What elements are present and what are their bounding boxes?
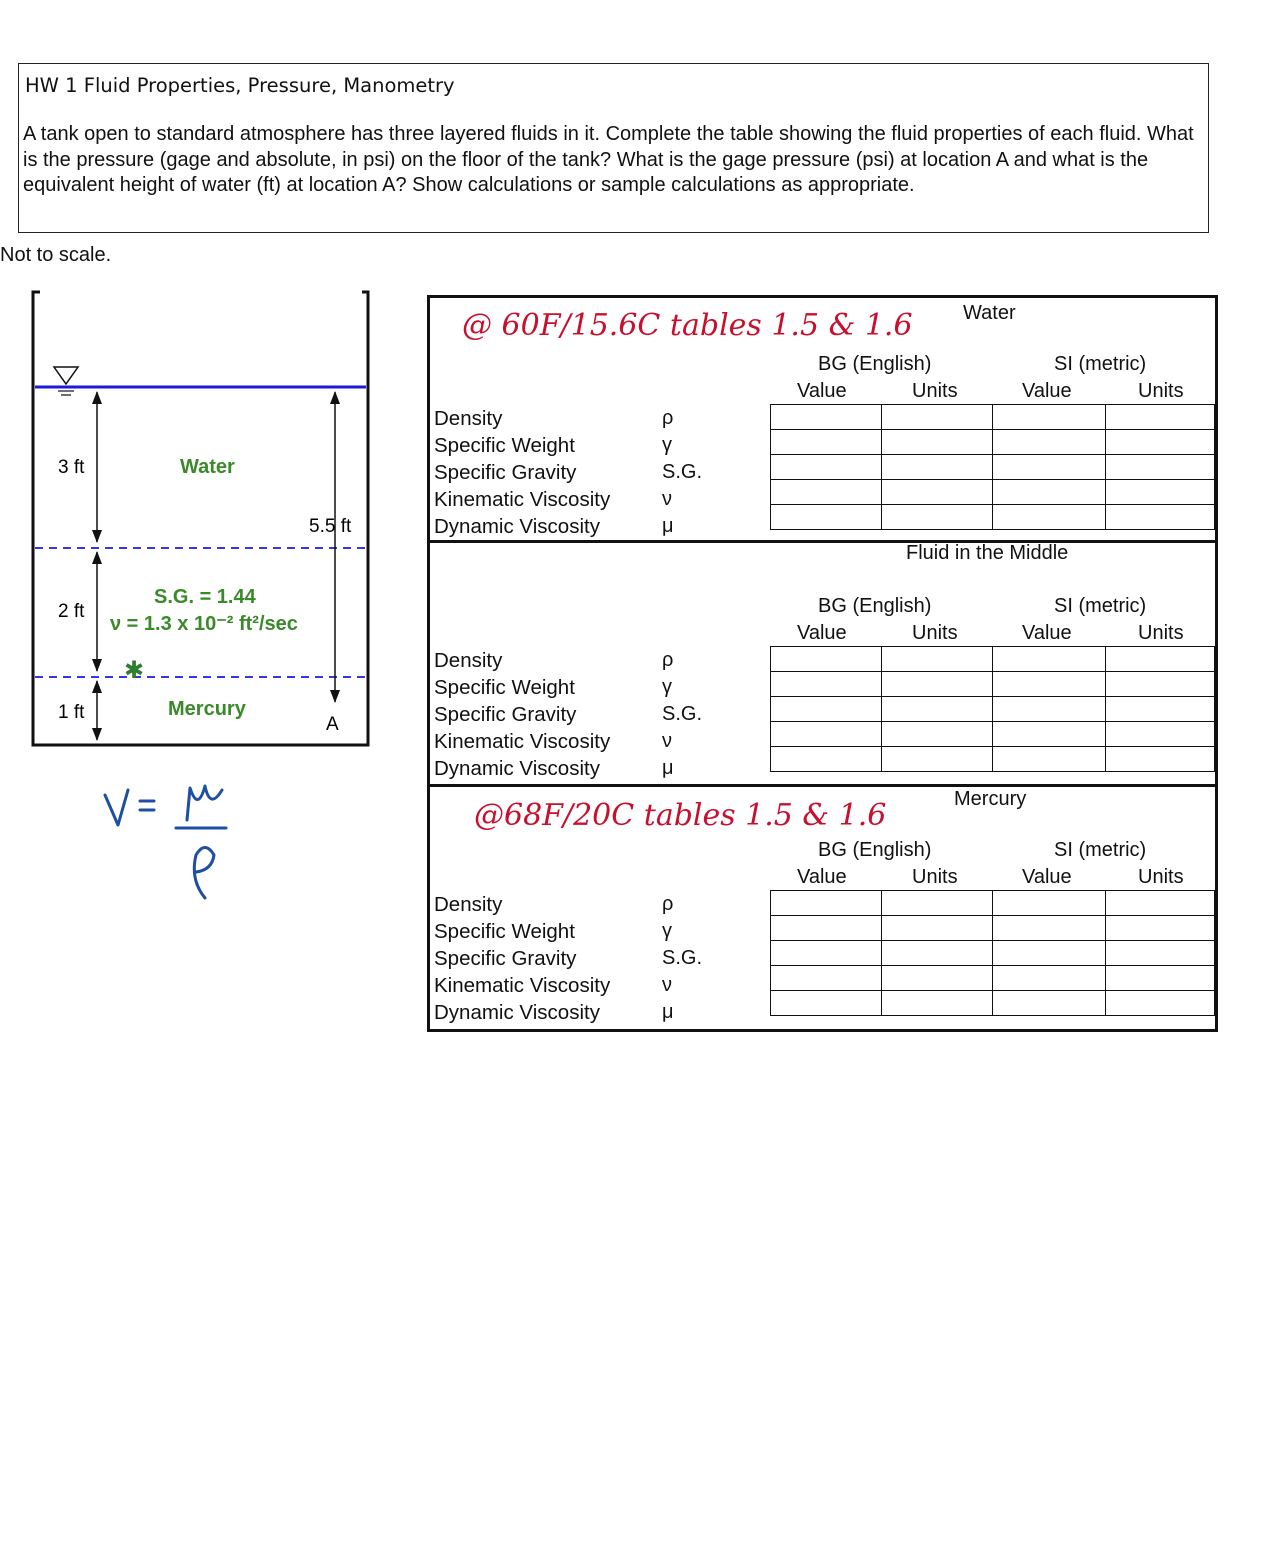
property-symbol: γ [662,434,672,456]
value-cell[interactable] [771,722,882,747]
value-cell[interactable] [771,505,882,530]
table-row [771,480,1215,505]
value-cell[interactable] [771,966,882,991]
column-header-value: Value [1022,866,1072,888]
table-row [771,966,1215,991]
value-cell[interactable] [993,405,1106,430]
section-title: Fluid in the Middle [906,542,1069,564]
section-title: Mercury [954,788,1027,810]
column-header-bg: BG (English) [818,839,932,861]
value-cell[interactable] [1106,430,1215,455]
green-star-mark-icon: ✱ [124,657,145,684]
value-cell[interactable] [993,966,1106,991]
property-symbol: μ [662,515,674,537]
property-symbol: μ [662,757,674,779]
column-header-bg: BG (English) [818,353,932,375]
section-title: Water [963,302,1016,324]
water-layer-label: Water [180,456,235,478]
property-label: Dynamic Viscosity [434,1001,600,1024]
value-cell[interactable] [771,430,882,455]
table-row [771,722,1215,747]
column-header-units: Units [912,380,958,402]
value-cell[interactable] [882,672,993,697]
value-cell[interactable] [882,480,993,505]
value-cell[interactable] [882,505,993,530]
property-label: Density [434,893,503,916]
value-cell[interactable] [1106,991,1215,1016]
middle-sg-label: S.G. = 1.44 [154,586,256,608]
value-cell[interactable] [1106,405,1215,430]
value-cell[interactable] [993,455,1106,480]
property-symbol: ρ [662,893,674,915]
table-section [427,540,1218,787]
table-section [427,784,1218,1032]
value-cell[interactable] [882,941,993,966]
value-cell[interactable] [1106,672,1215,697]
property-symbol: ν [662,488,672,510]
value-cell[interactable] [882,697,993,722]
value-cell[interactable] [882,916,993,941]
water-height-label: 3 ft [58,457,85,478]
handwritten-nu [105,790,128,825]
table-row [771,505,1215,530]
table-row [771,891,1215,916]
column-header-si: SI (metric) [1054,353,1147,375]
value-cell[interactable] [882,891,993,916]
mercury-layer-label: Mercury [168,698,246,720]
value-cell[interactable] [771,697,882,722]
property-label: Density [434,649,503,672]
value-grid [770,404,1215,530]
column-header-si: SI (metric) [1054,595,1147,617]
property-label: Specific Weight [434,676,575,699]
column-header-bg: BG (English) [818,595,932,617]
column-header-value: Value [1022,622,1072,644]
value-cell[interactable] [1106,747,1215,772]
table-row [771,697,1215,722]
value-cell[interactable] [1106,966,1215,991]
value-cell[interactable] [993,916,1106,941]
column-header-si: SI (metric) [1054,839,1147,861]
property-label: Specific Gravity [434,461,577,484]
table-row [771,916,1215,941]
column-header-value: Value [797,380,847,402]
table-row [771,455,1215,480]
value-cell[interactable] [771,891,882,916]
value-cell[interactable] [1106,697,1215,722]
free-surface-symbol-icon [54,367,78,384]
property-symbol: μ [662,1001,674,1023]
problem-box [18,63,1209,233]
property-symbol: ν [662,974,672,996]
handwritten-formula [105,786,226,898]
table-row [771,747,1215,772]
column-header-units: Units [912,866,958,888]
property-label: Specific Weight [434,920,575,943]
value-cell[interactable] [882,747,993,772]
value-cell[interactable] [771,647,882,672]
homework-title: HW 1 Fluid Properties, Pressure, Manometry [25,74,455,97]
value-cell[interactable] [993,747,1106,772]
property-label: Dynamic Viscosity [434,757,600,780]
value-cell[interactable] [993,505,1106,530]
value-cell[interactable] [993,891,1106,916]
value-cell[interactable] [1106,480,1215,505]
handwritten-mu [187,786,222,820]
handwritten-conditions-note: @ 60F/15.6C tables 1.5 & 1.6 [462,308,913,343]
value-cell[interactable] [1106,722,1215,747]
value-cell[interactable] [882,430,993,455]
not-to-scale-note: Not to scale. [0,244,112,266]
column-header-value: Value [797,866,847,888]
value-cell[interactable] [882,647,993,672]
property-label: Kinematic Viscosity [434,730,611,753]
property-symbol: ρ [662,407,674,429]
value-cell[interactable] [1106,941,1215,966]
table-row [771,672,1215,697]
table-row [771,941,1215,966]
property-symbol: γ [662,676,672,698]
property-symbol: S.G. [662,703,703,725]
property-symbol: ν [662,730,672,752]
value-cell[interactable] [993,672,1106,697]
column-header-value: Value [797,622,847,644]
column-header-units: Units [912,622,958,644]
property-label: Density [434,407,503,430]
middle-height-label: 2 ft [58,601,85,622]
value-cell[interactable] [771,916,882,941]
value-cell[interactable] [882,991,993,1016]
property-symbol: γ [662,920,672,942]
property-symbol: S.G. [662,947,703,969]
value-cell[interactable] [882,405,993,430]
column-header-units: Units [1138,622,1184,644]
total-height-label: 5.5 ft [309,516,352,537]
column-header-units: Units [1138,866,1184,888]
column-header-units: Units [1138,380,1184,402]
value-cell[interactable] [993,941,1106,966]
value-cell[interactable] [993,430,1106,455]
value-cell[interactable] [771,480,882,505]
value-cell[interactable] [882,966,993,991]
property-symbol: ρ [662,649,674,671]
value-cell[interactable] [771,405,882,430]
property-label: Dynamic Viscosity [434,515,600,538]
value-cell[interactable] [1106,455,1215,480]
middle-viscosity-label: ν = 1.3 x 10⁻² ft²/sec [110,613,298,635]
value-cell[interactable] [1106,891,1215,916]
value-cell[interactable] [993,647,1106,672]
table-section [427,295,1218,543]
value-cell[interactable] [1106,647,1215,672]
value-cell[interactable] [771,672,882,697]
mercury-height-label: 1 ft [58,702,85,723]
value-cell[interactable] [1106,505,1215,530]
property-symbol: S.G. [662,461,703,483]
point-a-label: A [326,714,339,735]
value-grid [770,646,1215,772]
value-cell[interactable] [1106,916,1215,941]
table-row [771,430,1215,455]
problem-statement: A tank open to standard atmosphere has three layered fluids in it. Complete the table showing the fluid properties of each fluid. What is the pressure (gage and absolute, in psi) on the floor of the tank? What is the gage pressure (psi) at location A and what is the equivalent height of water (ft) at location A? Show calculations or sample calculations as appropriate. [23,123,1194,196]
handwritten-conditions-note: @68F/20C tables 1.5 & 1.6 [474,798,887,833]
value-cell[interactable] [993,722,1106,747]
tank-diagram [0,280,420,920]
table-row [771,647,1215,672]
value-cell[interactable] [993,697,1106,722]
property-label: Specific Gravity [434,703,577,726]
property-label: Specific Gravity [434,947,577,970]
value-cell[interactable] [771,941,882,966]
property-label: Kinematic Viscosity [434,488,611,511]
value-cell[interactable] [882,455,993,480]
table-row [771,991,1215,1016]
property-label: Kinematic Viscosity [434,974,611,997]
value-cell[interactable] [771,455,882,480]
value-cell[interactable] [993,480,1106,505]
value-cell[interactable] [882,722,993,747]
value-cell[interactable] [993,991,1106,1016]
value-cell[interactable] [771,991,882,1016]
value-cell[interactable] [771,747,882,772]
handwritten-rho [194,848,214,899]
table-row [771,405,1215,430]
property-label: Specific Weight [434,434,575,457]
column-header-value: Value [1022,380,1072,402]
value-grid [770,890,1215,1016]
